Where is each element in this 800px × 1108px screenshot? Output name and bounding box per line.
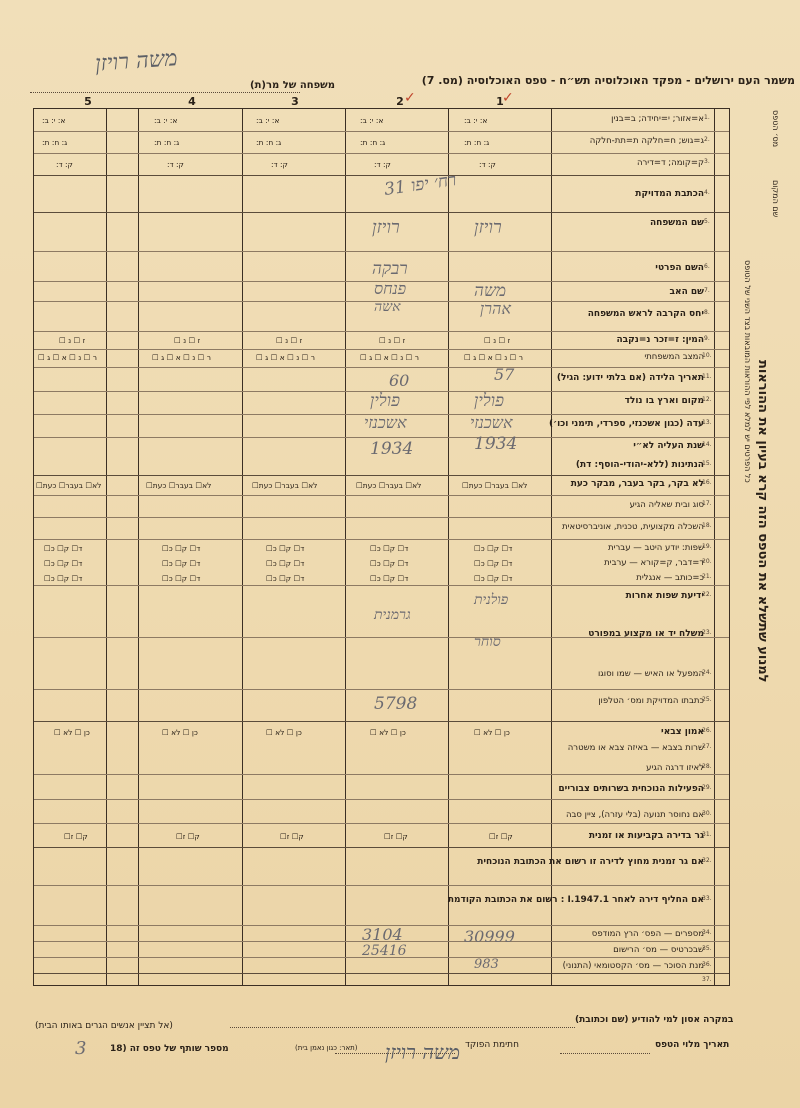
handwritten-dob-2: 60 bbox=[389, 371, 410, 390]
floor-options-col4: ק: ד: bbox=[167, 160, 184, 169]
arabic-checkbox-col1[interactable]: ד☐ ק☐ כ☐ bbox=[474, 559, 513, 568]
row-number-2: 2. bbox=[704, 136, 710, 143]
row-label-6: השם הפרטי bbox=[655, 263, 704, 273]
check-mark: ✓ bbox=[404, 90, 416, 106]
form-title: משמר העם ירושלים - מפקד האוכלוסיה תש״ח - טפס האוכלוסיה (מס. 7) bbox=[421, 74, 795, 87]
row-label-21: כ=כותב — אנגלית bbox=[636, 573, 704, 583]
english-checkbox-col2[interactable]: ד☐ ק☐ כ☐ bbox=[370, 574, 409, 583]
row-number-32: 32. bbox=[702, 857, 712, 864]
handwritten-father-2: פנחס bbox=[374, 279, 407, 298]
floor-options-col5: ק: ד: bbox=[56, 160, 73, 169]
row-number-26: 26. bbox=[702, 727, 712, 734]
sex-checkbox-col4[interactable]: ז ☐ נ ☐ bbox=[174, 336, 201, 345]
address-options-col3: א: י: ב: bbox=[256, 116, 280, 125]
fill-date-label: תאריך מלוי הטפס bbox=[655, 1040, 730, 1050]
row-label-30: אם נחוסר תנועה (בלי עזרה), ציין סבה bbox=[565, 810, 704, 820]
army-checkbox-col4[interactable]: כן ☐ לא ☐ bbox=[162, 728, 198, 737]
census-grid bbox=[33, 108, 730, 986]
row-label-10: המצב המשפחתי bbox=[644, 352, 704, 362]
arabic-checkbox-col5[interactable]: ד☐ ק☐ כ☐ bbox=[44, 559, 83, 568]
row-number-25: 25. bbox=[702, 696, 712, 703]
parcel-options-col5: ג: ח: ת: bbox=[42, 138, 68, 147]
handwritten-dob-1: 57 bbox=[494, 365, 515, 384]
row-label-33: אם החליף דירה לאחר 1.I.1947 : רשום את הכתובת הקודמת bbox=[447, 895, 704, 905]
school-checkbox-col2[interactable]: לא☐ בעבר☐ כעת☐ bbox=[356, 481, 422, 490]
row-label-34: מספרים — הפס׳ הרץ המודפס bbox=[591, 929, 704, 939]
residence-checkbox-col4[interactable]: ק☐ ז☐ bbox=[176, 832, 200, 841]
shared-number-value: 3 bbox=[75, 1038, 87, 1059]
row-number-27: 27. bbox=[702, 743, 712, 750]
row-number-7: 7. bbox=[704, 287, 710, 294]
row-label-18: השכלה מקצועית, טכנית, אוניברסיטאית bbox=[562, 522, 704, 532]
emergency-contact-line[interactable] bbox=[230, 1027, 575, 1028]
row-number-23: 23. bbox=[702, 629, 712, 636]
row-number-22: 22. bbox=[702, 591, 712, 598]
row-label-22: ידיעת שפות אחרות bbox=[625, 591, 704, 601]
row-label-13: עדה (כגון אשכנזי, ספרדי, תימני וכו׳) bbox=[548, 419, 704, 429]
handwritten-birthplace-2: פולין bbox=[370, 391, 400, 411]
row-label-25: כתבתו המדויקת ומס׳ הטלפון bbox=[598, 696, 704, 706]
handwritten-phone-1: 5798 bbox=[374, 694, 418, 714]
row-label-28: לאיזו דרגה הגיע bbox=[646, 763, 704, 773]
hebrew-checkbox-col5[interactable]: ד☐ ק☐ כ☐ bbox=[44, 544, 83, 553]
signature-label: חתימת הפוקד bbox=[465, 1040, 519, 1050]
handwritten-family-name-1: רויזן bbox=[474, 217, 502, 238]
row-number-17: 17. bbox=[702, 500, 712, 507]
handwritten-address: רח׳ יפו 31 bbox=[382, 170, 458, 200]
row-label-36: מנת הסוכר — מס׳ הקסטומאי (התנוני) bbox=[562, 961, 704, 971]
floor-options-col2: ק: ד: bbox=[374, 160, 391, 169]
row-label-24: המפעל או האיש — שמו וסוגו bbox=[597, 669, 704, 679]
row-label-15: הנתינות (ללא-יהודי-הוסף: דת) bbox=[575, 460, 704, 470]
row-number-14: 14. bbox=[702, 441, 712, 448]
emergency-note: (אל תציין אנשים הגרים באותו הבית) bbox=[35, 1021, 173, 1031]
row-label-32: אם גר זמנית מחוץ לדירה זו רשום את הכתובת הנוכחית bbox=[477, 857, 704, 867]
floor-options-col3: ק: ד: bbox=[271, 160, 288, 169]
row-label-35: שבכרטיס — מס׳ הרישום bbox=[613, 945, 704, 955]
row-label-8: יחס הקרבה לראש המשפחה bbox=[587, 309, 704, 319]
row-number-10: 10. bbox=[702, 352, 712, 359]
family-label: משפחה של מר(ת) bbox=[250, 80, 335, 91]
school-checkbox-col4[interactable]: לא☐ בעבר☐ כעת☐ bbox=[146, 481, 212, 490]
row-number-15: 15. bbox=[702, 460, 712, 467]
row-label-2: ג=גוש; ח=חלקה ת=תת-חלקה bbox=[589, 136, 704, 146]
row-number-12: 12. bbox=[702, 396, 712, 403]
family-name-line bbox=[30, 92, 300, 93]
handwritten-sugar-2: 25416 bbox=[362, 943, 407, 959]
row-number-34: 34. bbox=[702, 929, 712, 936]
footer-signature: משה רויזן bbox=[385, 1040, 460, 1064]
row-label-7: שם האב bbox=[669, 287, 704, 297]
army-checkbox-col2[interactable]: כן ☐ לא ☐ bbox=[370, 728, 406, 737]
row-label-19: שפות: יודע היטב — עברית bbox=[608, 543, 704, 553]
handwritten-first-name-1: משה bbox=[474, 281, 507, 301]
sex-checkbox-col1[interactable]: ז ☐ נ ☐ bbox=[484, 336, 511, 345]
sidebar-sub-instruction: כל הפרטים יש למלא לפי ההוראות המובאות בצד השני של הטופס bbox=[743, 260, 752, 483]
row-label-16: לא בקר, בקר בעבר, מבקר כעת bbox=[570, 479, 704, 489]
row-number-20: 20. bbox=[702, 558, 712, 565]
instructions-sidebar bbox=[730, 110, 788, 990]
arabic-checkbox-col3[interactable]: ד☐ ק☐ כ☐ bbox=[266, 559, 305, 568]
row-number-24: 24. bbox=[702, 669, 712, 676]
marital-checkbox-col3[interactable]: ר ☐ נ ☐ א ☐ ג ☐ bbox=[256, 353, 315, 362]
column-number-2: 2 bbox=[396, 95, 404, 108]
column-number-5: 5 bbox=[84, 95, 92, 108]
address-options-col1: א: י: ב: bbox=[464, 116, 488, 125]
handwritten-birthplace-1: פולין bbox=[474, 391, 504, 411]
english-checkbox-col1[interactable]: ד☐ ק☐ כ☐ bbox=[474, 574, 513, 583]
address-options-col2: א: י: ב: bbox=[360, 116, 384, 125]
check-mark: ✓ bbox=[502, 90, 514, 106]
residence-checkbox-col1[interactable]: ק☐ ז☐ bbox=[489, 832, 513, 841]
row-label-14: שנת העליה לא״י bbox=[633, 441, 704, 451]
column-number-4: 4 bbox=[188, 95, 196, 108]
row-label-3: ק=קומה; ד=דירה bbox=[636, 158, 704, 168]
handwritten-registration-1: 30999 bbox=[464, 927, 515, 946]
arabic-checkbox-col4[interactable]: ד☐ ק☐ כ☐ bbox=[162, 559, 201, 568]
marital-checkbox-col4[interactable]: ר ☐ נ ☐ א ☐ ג ☐ bbox=[152, 353, 211, 362]
row-number-5: 5. bbox=[704, 218, 710, 225]
row-number-30: 30. bbox=[702, 810, 712, 817]
school-checkbox-col1[interactable]: לא☐ בעבר☐ כעת☐ bbox=[462, 481, 528, 490]
row-number-35: 35. bbox=[702, 945, 712, 952]
english-checkbox-col3[interactable]: ד☐ ק☐ כ☐ bbox=[266, 574, 305, 583]
row-number-3: 3. bbox=[704, 158, 710, 165]
army-checkbox-col3[interactable]: כן ☐ לא ☐ bbox=[266, 728, 302, 737]
row-number-19: 19. bbox=[702, 543, 712, 550]
sidebar-form-number-label: מס׳ הטפס bbox=[771, 110, 780, 148]
handwritten-aliya-1: 1934 bbox=[474, 434, 518, 454]
row-label-4: הכתבת המדויקת bbox=[635, 189, 704, 199]
row-label-1: א=אזור; י=יחידה; ב=בנין bbox=[611, 114, 704, 124]
handwritten-family-name-2: רויזן bbox=[372, 217, 400, 238]
sidebar-place-label: שם המקום bbox=[771, 180, 780, 218]
arabic-checkbox-col2[interactable]: ד☐ ק☐ כ☐ bbox=[370, 559, 409, 568]
row-number-8: 8. bbox=[704, 309, 710, 316]
relation-label: (תאר: כגון נאמן בית) bbox=[295, 1044, 358, 1052]
column-number-1: 1 bbox=[496, 95, 504, 108]
parcel-options-col1: ג: ח: ת: bbox=[464, 138, 490, 147]
row-label-27: שרות בצבא — באיזה צבא או משטרה bbox=[567, 743, 704, 753]
handwritten-occupation-1: סוחר bbox=[474, 634, 501, 650]
parcel-options-col4: ג: ח: ת: bbox=[154, 138, 180, 147]
row-label-23: משלח יד או מקצוע במפורט bbox=[588, 629, 704, 639]
row-label-9: המין: ז=זכר נ=נקבה bbox=[616, 335, 704, 345]
row-number-33: 33. bbox=[702, 895, 712, 902]
row-number-4: 4. bbox=[704, 189, 710, 196]
row-number-29: 29. bbox=[702, 784, 712, 791]
marital-checkbox-col1[interactable]: ר ☐ נ ☐ א ☐ ג ☐ bbox=[464, 353, 523, 362]
row-label-17: סוג ובית שאליה הגיע bbox=[629, 500, 704, 510]
sex-checkbox-col2[interactable]: ז ☐ נ ☐ bbox=[379, 336, 406, 345]
hebrew-checkbox-col3[interactable]: ד☐ ק☐ כ☐ bbox=[266, 544, 305, 553]
row-number-21: 21. bbox=[702, 573, 712, 580]
hebrew-checkbox-col2[interactable]: ד☐ ק☐ כ☐ bbox=[370, 544, 409, 553]
residence-checkbox-col2[interactable]: ק☐ ז☐ bbox=[384, 832, 408, 841]
sex-checkbox-col3[interactable]: ז ☐ נ ☐ bbox=[276, 336, 303, 345]
row-number-16: 16. bbox=[702, 479, 712, 486]
row-number-1: 1. bbox=[704, 114, 710, 121]
row-label-11: תאריך הלידה (אם בלתי ידוע: הגיל) bbox=[556, 373, 704, 383]
army-checkbox-col1[interactable]: כן ☐ לא ☐ bbox=[474, 728, 510, 737]
date-line[interactable] bbox=[560, 1053, 650, 1054]
row-label-26: אמון צבאי bbox=[661, 727, 704, 737]
sex-checkbox-col5[interactable]: ז ☐ נ ☐ bbox=[59, 336, 86, 345]
row-label-5: שם המשפחה bbox=[649, 218, 704, 228]
header-signature: משה רויזן bbox=[94, 46, 179, 77]
handwritten-first-name-2: רבקה bbox=[372, 259, 408, 279]
row-number-9: 9. bbox=[704, 335, 710, 342]
parcel-options-col2: ג: ח: ת: bbox=[360, 138, 386, 147]
row-label-20: ד=דבר, ק=קורא — ערבית bbox=[604, 558, 704, 568]
hebrew-checkbox-col1[interactable]: ד☐ ק☐ כ☐ bbox=[474, 544, 513, 553]
english-checkbox-col4[interactable]: ד☐ ק☐ כ☐ bbox=[162, 574, 201, 583]
handwritten-language-1: פולנית bbox=[474, 592, 509, 608]
marital-checkbox-col2[interactable]: ר ☐ נ ☐ א ☐ ג ☐ bbox=[360, 353, 419, 362]
handwritten-language-2: גרמנית bbox=[374, 607, 411, 623]
address-options-col5: א: י: ב: bbox=[42, 116, 66, 125]
residence-checkbox-col5[interactable]: ק☐ ז☐ bbox=[64, 832, 88, 841]
school-checkbox-col5[interactable]: לא☐ בעבר☐ כעת☐ bbox=[36, 481, 102, 490]
handwritten-sugar-1: 3104 bbox=[362, 925, 403, 944]
handwritten-eda-2: אשכנזי bbox=[364, 413, 407, 432]
handwritten-aliya-2: 1934 bbox=[370, 439, 414, 459]
handwritten-father-1: אהרן bbox=[480, 299, 511, 318]
shared-number-label: מספר שותף של טפס זה (18 bbox=[110, 1044, 229, 1054]
row-number-37: 37. bbox=[702, 976, 712, 983]
handwritten-relation-2: אשה bbox=[374, 299, 401, 315]
residence-checkbox-col3[interactable]: ק☐ ז☐ bbox=[280, 832, 304, 841]
row-number-6: 6. bbox=[704, 263, 710, 270]
row-number-31: 31. bbox=[702, 831, 712, 838]
row-label-29: הפעילות הנוכחית בשרותים צבוריים bbox=[558, 784, 704, 794]
marital-checkbox-col5[interactable]: ר ☐ נ ☐ א ☐ ג ☐ bbox=[38, 353, 97, 362]
floor-options-col1: ק: ד: bbox=[479, 160, 496, 169]
row-number-18: 18. bbox=[702, 522, 712, 529]
emergency-contact-label: במקרה אסון למי להודיע (שם וכתובת) bbox=[575, 1015, 734, 1025]
handwritten-registration-2: 983 bbox=[474, 957, 499, 972]
army-checkbox-col5[interactable]: כן ☐ לא ☐ bbox=[54, 728, 90, 737]
english-checkbox-col5[interactable]: ד☐ ק☐ כ☐ bbox=[44, 574, 83, 583]
parcel-options-col3: ג: ח: ת: bbox=[256, 138, 282, 147]
address-options-col4: א: י: ב: bbox=[154, 116, 178, 125]
row-number-28: 28. bbox=[702, 763, 712, 770]
row-number-13: 13. bbox=[702, 419, 712, 426]
sidebar-main-instruction: למנוע שתשלא את הטפס הזה קרא בעיון את ההוראות bbox=[755, 360, 770, 683]
row-number-36: 36. bbox=[702, 961, 712, 968]
row-label-12: מקום וארץ בו נולד bbox=[624, 396, 704, 406]
hebrew-checkbox-col4[interactable]: ד☐ ק☐ כ☐ bbox=[162, 544, 201, 553]
handwritten-eda-1: אשכנזי bbox=[470, 413, 513, 432]
school-checkbox-col3[interactable]: לא☐ בעבר☐ כעת☐ bbox=[252, 481, 318, 490]
row-label-31: גר בדירה בקביעות או זמנית bbox=[588, 831, 704, 841]
column-number-3: 3 bbox=[291, 95, 299, 108]
row-number-11: 11. bbox=[702, 373, 712, 380]
